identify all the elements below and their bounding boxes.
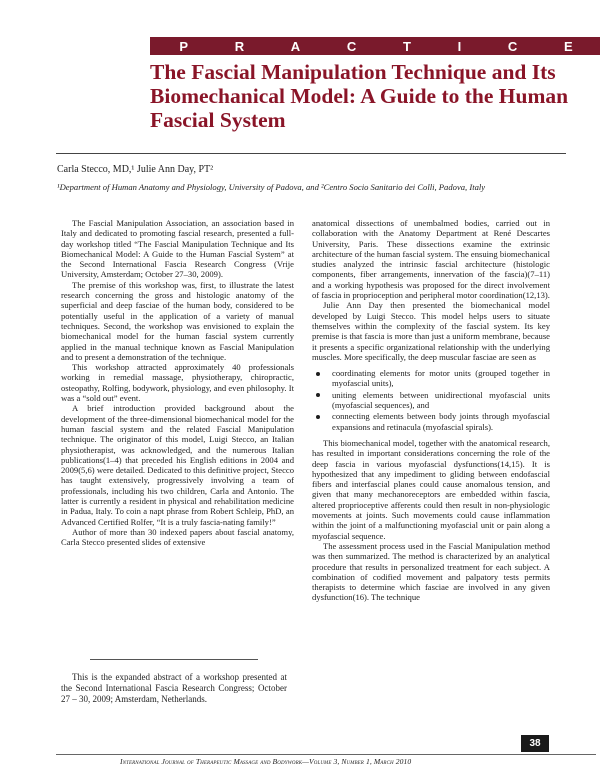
page-number: 38: [521, 735, 549, 752]
list-item: connecting elements between body joints through myofascial expansions and retinacula (myofascial spirals).: [312, 411, 550, 432]
body-paragraph: The assessment process used in the Fascial Manipulation method was then summarized. The method is characterized by an analytical procedure that results in personalized treatment for each subject. A combination of codified movement and palpatory tests permits therapists to determine which fasciae are involved in any given dysfunction(16). The technique: [312, 540, 550, 603]
footer-divider: [56, 754, 596, 755]
right-column: [312, 218, 550, 603]
body-paragraph: The premise of this workshop was, first, to illustrate the latest research concerning the gross and histologic anatomy of the superficial and deep fasciae of the human body, considered to be potentially useful in the application of a variety of manual techniques. Second, the workshop was envisioned to explain the biomechanical model for the human fascial system currently applied in the manual technique known as Fascial Manipulation and to present a demonstration of the technique.: [61, 279, 294, 362]
body-paragraph: Julie Ann Day then presented the biomechanical model developed by Luigi Stecco. This model helps users to situate themselves within the complexity of the fascial system. Its key premise is that fascia is more than just a uniform membrane, because it presents a specific organizational relationship with the underlying muscles. More specifically, the deep muscular fasciae are seen as: [312, 300, 550, 362]
banner-letter: I: [457, 38, 462, 54]
list-item: coordinating elements for motor units (grouped together in myofascial units),: [312, 368, 550, 389]
section-banner: [150, 37, 600, 55]
banner-letter: T: [402, 38, 411, 54]
list-item: uniting elements between unidirectional myofascial units (myofascial sequences), and: [312, 390, 550, 411]
banner-letter: C: [346, 38, 357, 54]
left-column: [61, 218, 294, 548]
body-paragraph: The Fascial Manipulation Association, an association based in Italy and dedicated to promoting fascial research, presented a full-day workshop titled “The Fascial Manipulation Technique and Its Biomechanical Model: A Guide to the Human Fascial System” at the Second International Fascia Research Congress (Vrije University, Amsterdam; October 27–30, 2009).: [61, 218, 294, 280]
body-paragraph: This workshop attracted approximately 40 professionals working in remedial massage, physiotherapy, chiropractic, osteopathy, Rolfing, bodywork, physiology, and even philosophy. It was a “sold out” event.: [61, 362, 294, 404]
bullet-list: [312, 368, 550, 432]
body-paragraph: Author of more than 30 indexed papers about fascial anatomy, Carla Stecco presented slides of extensive: [61, 526, 294, 548]
author-line: Carla Stecco, MD,¹ Julie Ann Day, PT²: [57, 164, 214, 175]
affiliation-line: ¹Department of Human Anatomy and Physiology, University of Padova, and ²Centro Socio Sanitario dei Colli, Padova, Italy: [57, 182, 486, 192]
body-paragraph: anatomical dissections of unembalmed bodies, carried out in collaboration with the Anatomy Department at René Descartes University, Paris. These dissections examine the extrinsic architecture of the human fascial system. The ensuing biomechanical studies analyzed the intrinsic fascial architecture (histologic components, fiber arrangements, innervation of the fascia)(7–11) and a working hypothesis was proposed for the direct involvement of fascia in proprioception and peripheral motor coordination(12,13).: [312, 218, 550, 301]
banner-letter: C: [507, 38, 518, 54]
article-title: The Fascial Manipulation Technique and Its Biomechanical Model: A Guide to the Human Fascial System: [150, 60, 569, 132]
footnote: This is the expanded abstract of a workshop presented at the Second International Fascia Research Congress; October 27 – 30, 2009; Amsterdam, Netherlands.: [61, 672, 287, 704]
body-paragraph: This biomechanical model, together with the anatomical research, has resulted in important considerations concerning the role of the deep fascia in various myofascial dysfunctions(14,15). It is hypothesized that any impediment to gliding between endofascial fibers and interfascial planes could cause anomalous tension, and given that many mechanoreceptors are embedded within fascia, altered proprioceptive afferents could then result in non-physiologic movements at joints. Such movements could cause inflammation within the joint of a malfunctioning myofascial unit or pain along a myofascial sequence.: [312, 437, 550, 541]
banner-letter: E: [563, 38, 573, 54]
banner-letter: R: [234, 38, 245, 54]
banner-letter: P: [179, 38, 189, 54]
journal-footer: International Journal of Therapeutic Massage and Bodywork—Volume 3, Number 1, March 2010: [120, 757, 412, 766]
body-paragraph: A brief introduction provided background about the development of the three-dimensional biomechanical model for the human fascial system and the related Fascial Manipulation technique. The originator of this model, Luigi Stecco, an Italian physiotherapist, was acknowledged, and the numerous Italian publications(1–4) that preceded his English editions in 2004 and 2009(5,6) were detailed. Dedicated to this definitive project, Stecco has taught extensively, progressively involving a team of professionals, including his two children, Carla and Antonio. The latter is currently a resident in physical and rehabilitation medicine in Padua, Italy. To coin a napt phrase from Robert Schleip, PhD, an Advanced Certified Rolfer, “It is a truly fascia-nating family!”: [61, 403, 294, 527]
banner-letter: A: [290, 38, 301, 54]
title-divider: [56, 153, 566, 154]
footnote-divider: [90, 659, 258, 660]
